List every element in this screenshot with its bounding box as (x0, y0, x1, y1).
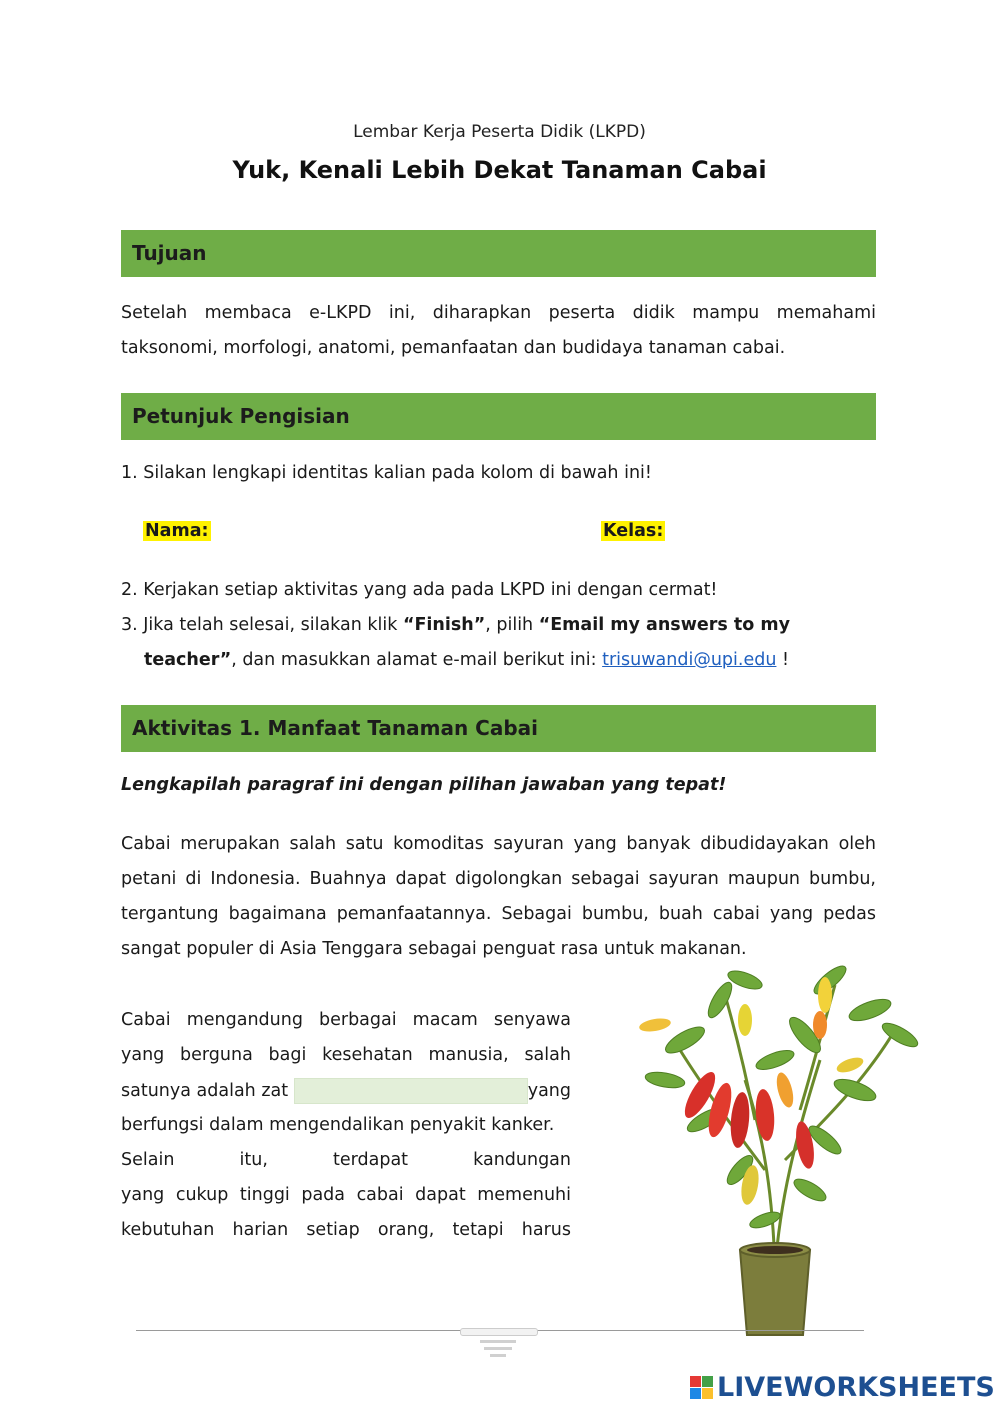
p2-line-1 (121, 1010, 571, 1030)
word: harian (232, 1220, 289, 1240)
word: tetapi (452, 1220, 504, 1240)
email-option-keyword: “Email my answers to my (538, 615, 791, 635)
word: itu, (239, 1150, 268, 1170)
p2-line-7 (121, 1220, 571, 1240)
word: memenuhi (477, 1185, 571, 1205)
word: yang (121, 1185, 165, 1205)
activity-instruction: Lengkapilah paragraf ini dengan pilihan jawaban yang tepat! (121, 775, 727, 795)
worksheet-subtitle: Lembar Kerja Peserta Didik (LKPD) (353, 122, 646, 142)
activity-paragraph-1: Cabai merupakan salah satu komoditas sayuran yang banyak dibudidayakan oleh petani di Indonesia. Buahnya dapat digolongkan sebagai sayuran maupun bumbu, tergantung bagaimana pemanfaatannya. Sebagai bumbu, buah cabai yang pedas sangat populer di Asia Tenggara sebagai penguat rasa untuk makanan. (121, 834, 876, 959)
word: berbagai (319, 1010, 397, 1030)
word: senyawa (493, 1010, 571, 1030)
word: Selain (121, 1150, 175, 1170)
word: salah (524, 1045, 571, 1065)
word: cabai (356, 1185, 404, 1205)
word: terdapat (333, 1150, 409, 1170)
teacher-keyword: teacher” (144, 650, 232, 670)
p2-line-5 (121, 1150, 571, 1170)
section-heading: Aktivitas 1. Manfaat Tanaman Cabai (132, 716, 539, 740)
teacher-email-link[interactable]: trisuwandi@upi.edu (602, 650, 777, 670)
word: bagi (268, 1045, 307, 1065)
word: pada (301, 1185, 346, 1205)
line-text: satunya adalah zat (121, 1081, 289, 1101)
logo-grid-icon (690, 1376, 713, 1399)
word: setiap (306, 1220, 360, 1240)
p2-line-2 (121, 1045, 571, 1065)
p2-line-6 (121, 1185, 571, 1205)
word: yang (121, 1045, 165, 1065)
word: dapat (415, 1185, 466, 1205)
instruction-item-1: 1. Silakan lengkapi identitas kalian pada kolom di bawah ini! (121, 463, 652, 483)
logo-text: LIVEWORKSHEETS (717, 1372, 995, 1403)
word: harus (521, 1220, 571, 1240)
p2-line-3 (121, 1078, 571, 1104)
kelas-label (601, 521, 665, 541)
word: macam (412, 1010, 478, 1030)
word: cukup (175, 1185, 229, 1205)
section-bar-aktivitas1 (121, 705, 876, 752)
item3-text: ! (776, 650, 790, 670)
word: Cabai (121, 1010, 171, 1030)
section-bar-petunjuk (121, 393, 876, 440)
section-bar-tujuan (121, 230, 876, 277)
worksheet-title: Yuk, Kenali Lebih Dekat Tanaman Cabai (232, 156, 767, 184)
answer-dropdown-1[interactable] (294, 1078, 528, 1104)
nama-label (143, 521, 211, 541)
word: kesehatan (322, 1045, 413, 1065)
word: kebutuhan (121, 1220, 215, 1240)
word: tinggi (239, 1185, 290, 1205)
instruction-item-3 (121, 615, 790, 635)
item3-text: , pilih (485, 615, 539, 635)
page-number-ornament (460, 1324, 536, 1368)
section-heading: Tujuan (132, 241, 207, 265)
kelas-label-text: Kelas: (603, 521, 664, 541)
finish-keyword: “Finish” (402, 615, 486, 635)
item3-text: , dan masukkan alamat e-mail berikut ini: (231, 650, 603, 670)
word: orang, (377, 1220, 435, 1240)
line-text: yang (527, 1081, 571, 1101)
p2-line-4: berfungsi dalam mengendalikan penyakit kanker. (121, 1115, 555, 1135)
nama-label-text: Nama: (145, 521, 209, 541)
word: mengandung (186, 1010, 303, 1030)
chili-plant-image (625, 940, 925, 1350)
tujuan-text: Setelah membaca e-LKPD ini, diharapkan peserta didik mampu memahami taksonomi, morfologi, anatomi, pemanfaatan dan budidaya tanaman cabai. (121, 303, 876, 358)
word: manusia, (428, 1045, 509, 1065)
section-heading: Petunjuk Pengisian (132, 404, 350, 428)
item3-text: 3. Jika telah selesai, silakan klik (121, 615, 403, 635)
word: berguna (180, 1045, 253, 1065)
liveworksheets-logo (690, 1372, 995, 1403)
instruction-item-2: 2. Kerjakan setiap aktivitas yang ada pada LKPD ini dengan cermat! (121, 580, 718, 600)
instruction-item-3-cont (144, 650, 789, 670)
word: kandungan (473, 1150, 571, 1170)
